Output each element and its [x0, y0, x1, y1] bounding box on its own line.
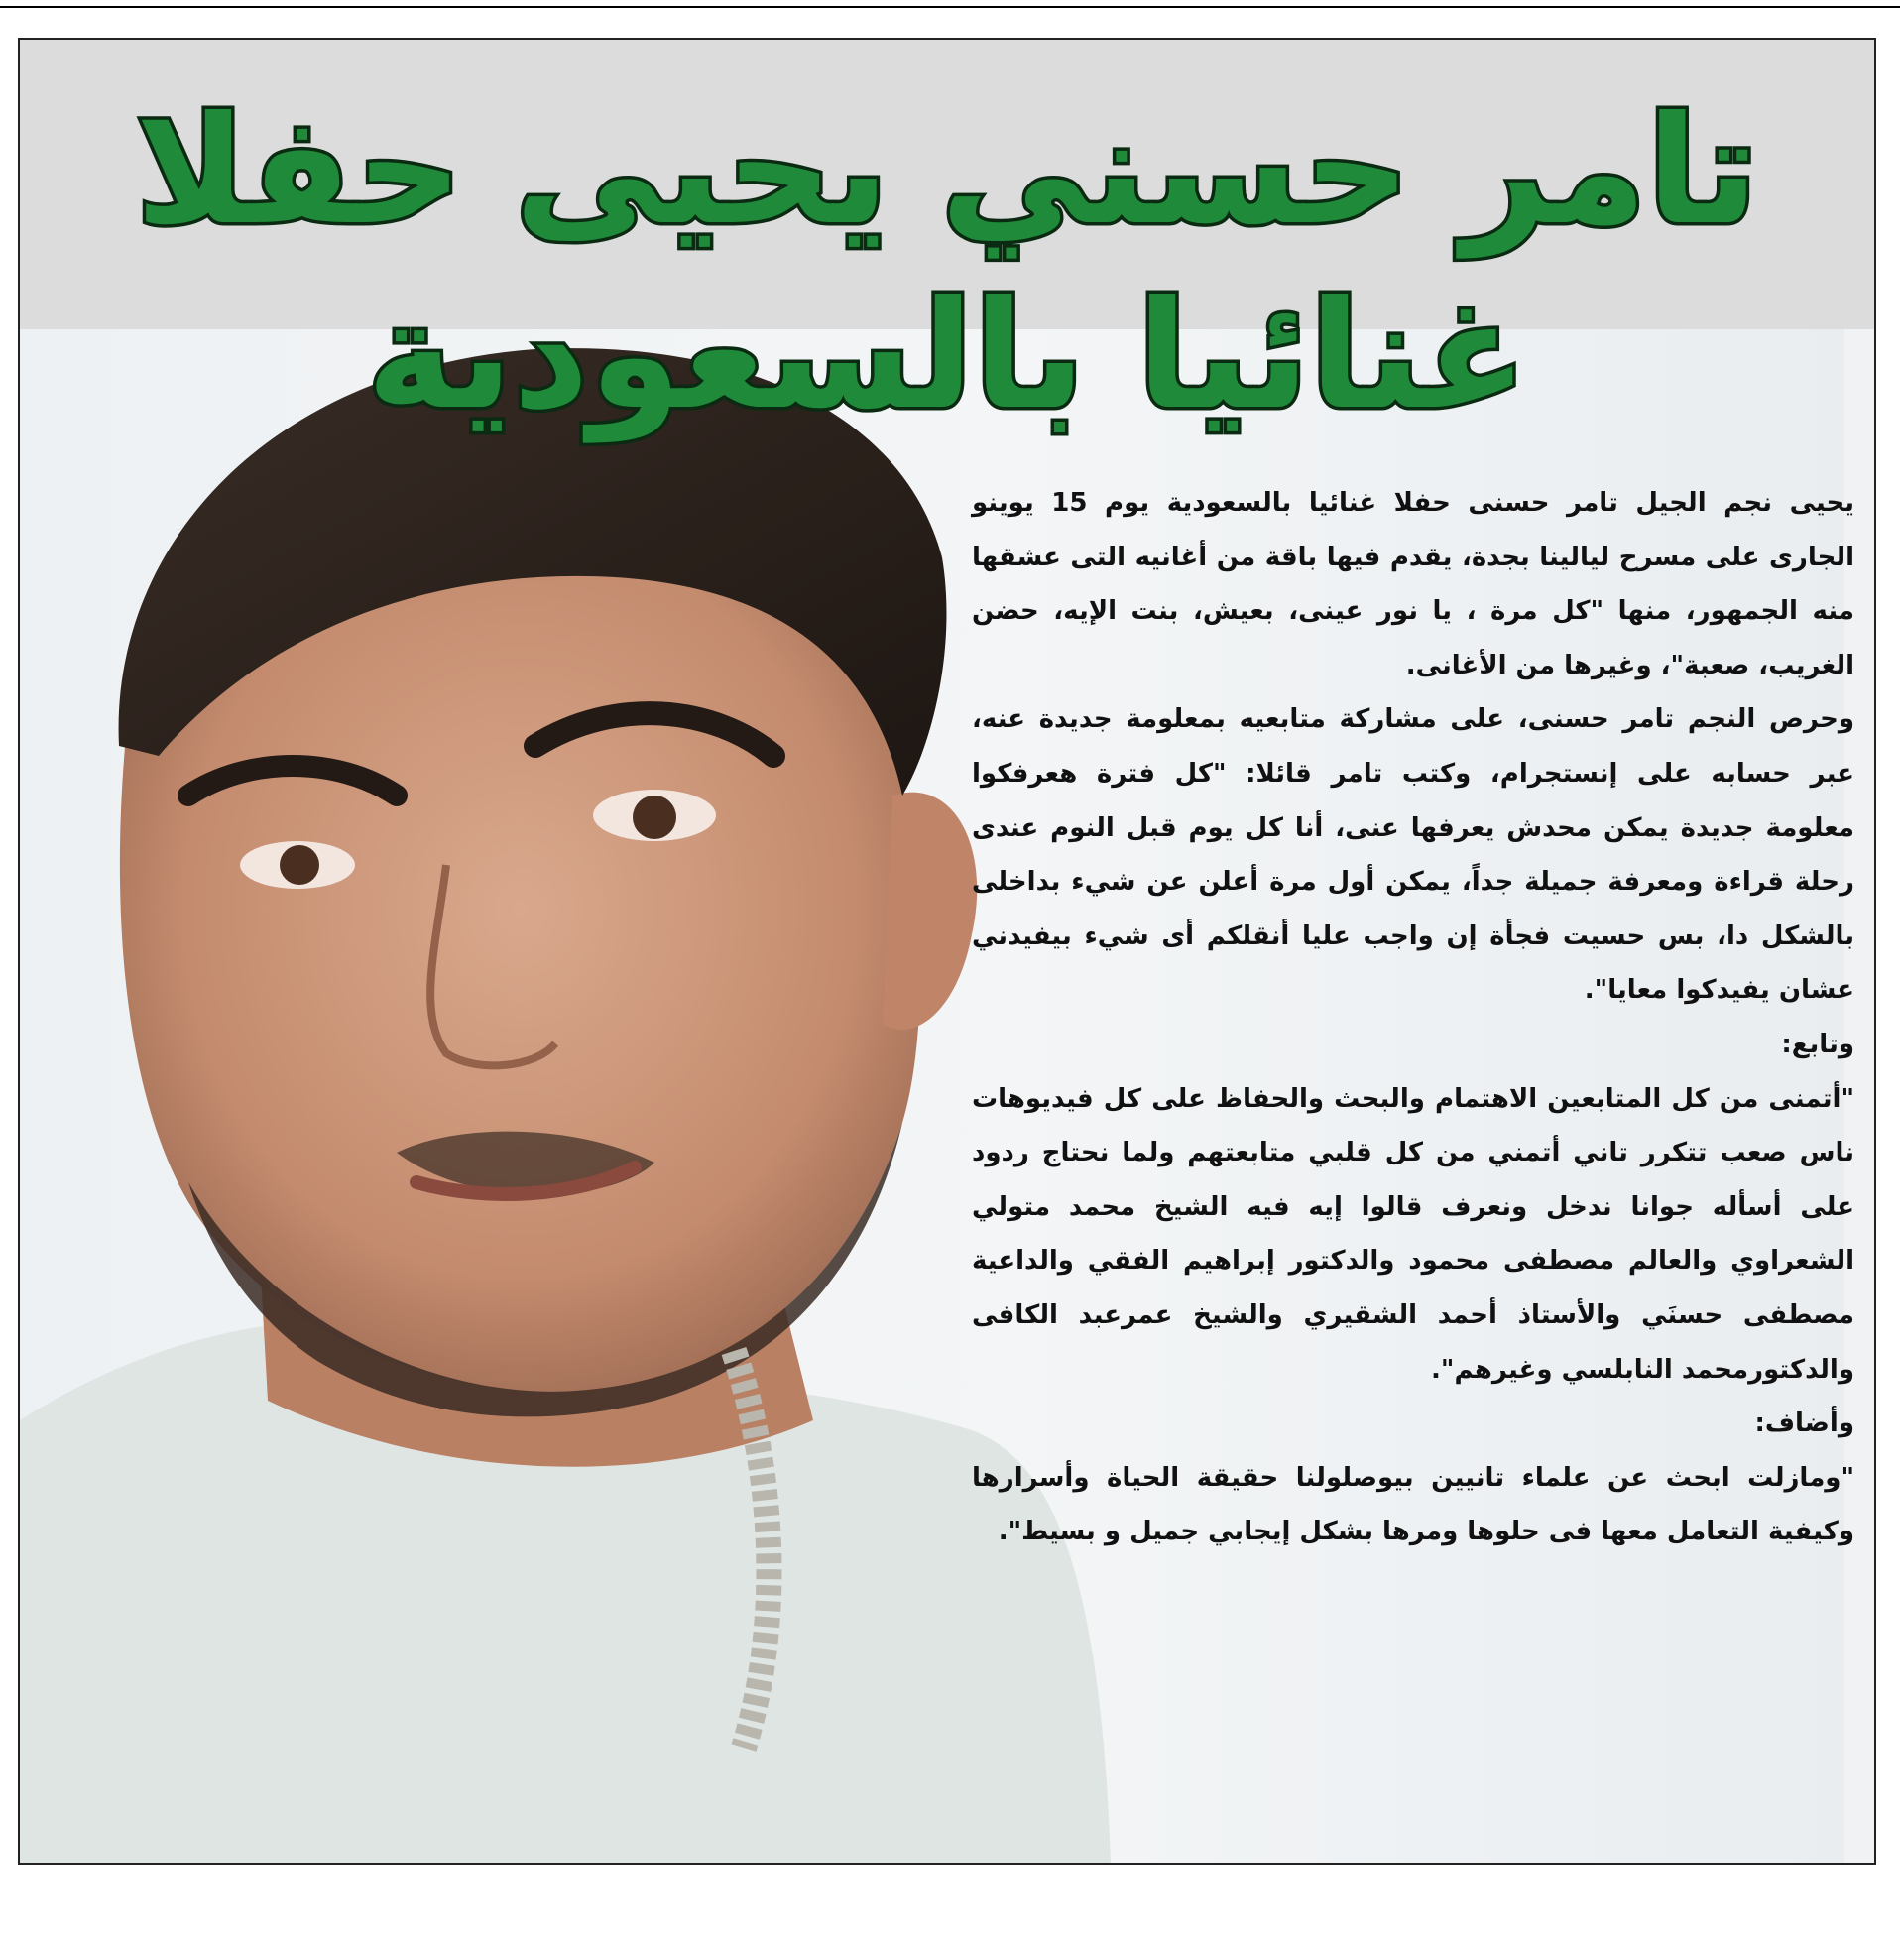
portrait-photo [20, 329, 1111, 1865]
added-label: وأضاف: [1754, 1409, 1854, 1439]
article-quote-1: "أتمنى من كل المتابعين الاهتمام والبحث والحفاظ على كل فيديوهات ناس صعب تتكرر تاني أتمني من كل قلبي متابعتهم ولما نحتاج ردود على أسأله جوانا ندخل ونعرف قالوا إيه فيه الشيخ محمد متولي الشعراوي والعالم مصطفى محمود والدكتور إبراهيم الفقي والداعية مصطفى حسنَي والأستاذ أحمد الشقيري والشيخ عمرعبد الكافى والدكتورمحمد النابلسي وغيرهم". [972, 1083, 1854, 1385]
continued-label: وتابع: [1781, 1029, 1854, 1059]
article-quote-2: "ومازلت ابحث عن علماء تانيين بيوصلولنا حقيقة الحياة وأسرارها وكيفية التعامل معها فى حلوها ومرها بشكل إيجابي جميل و بسيط". [972, 1462, 1854, 1547]
headline: تامر حسني يحيى حفلا غنائيا بالسعودية [135, 85, 1759, 442]
article-frame [18, 38, 1876, 1865]
top-rule [0, 6, 1900, 8]
article-paragraph-2: وحرص النجم تامر حسنى، على مشاركة متابعيه بمعلومة جديدة عنه، عبر حسابه على إنستجرام، وكتب تامر قائلا: "كل فترة هعرفكوا معلومة جديدة يمكن محدش يعرفها عنى، أنا كل يوم قبل النوم عندى رحلة قراءة ومعرفة جميلة جداً، يمكن أول مرة أعلن عن شيء بداخلى بالشكل دا، بس حسيت فجأة إن واجب عليا أنقلكم أى شيء بيفيدني عشان يفيدكوا معايا". [972, 704, 1854, 1006]
article-body [972, 476, 1854, 1559]
article-paragraph-1: يحيى نجم الجيل تامر حسنى حفلا غنائيا بالسعودية يوم 15 يوينو الجارى على مسرح ليالينا بجدة، يقدم فيها باقة من أغانيه التى عشقها منه الجمهور، منها "كل مرة ، يا نور عينى، بعيش، بنت الإيه، حضن الغريب، صعبة"، وغيرها من الأغانى. [972, 488, 1854, 680]
